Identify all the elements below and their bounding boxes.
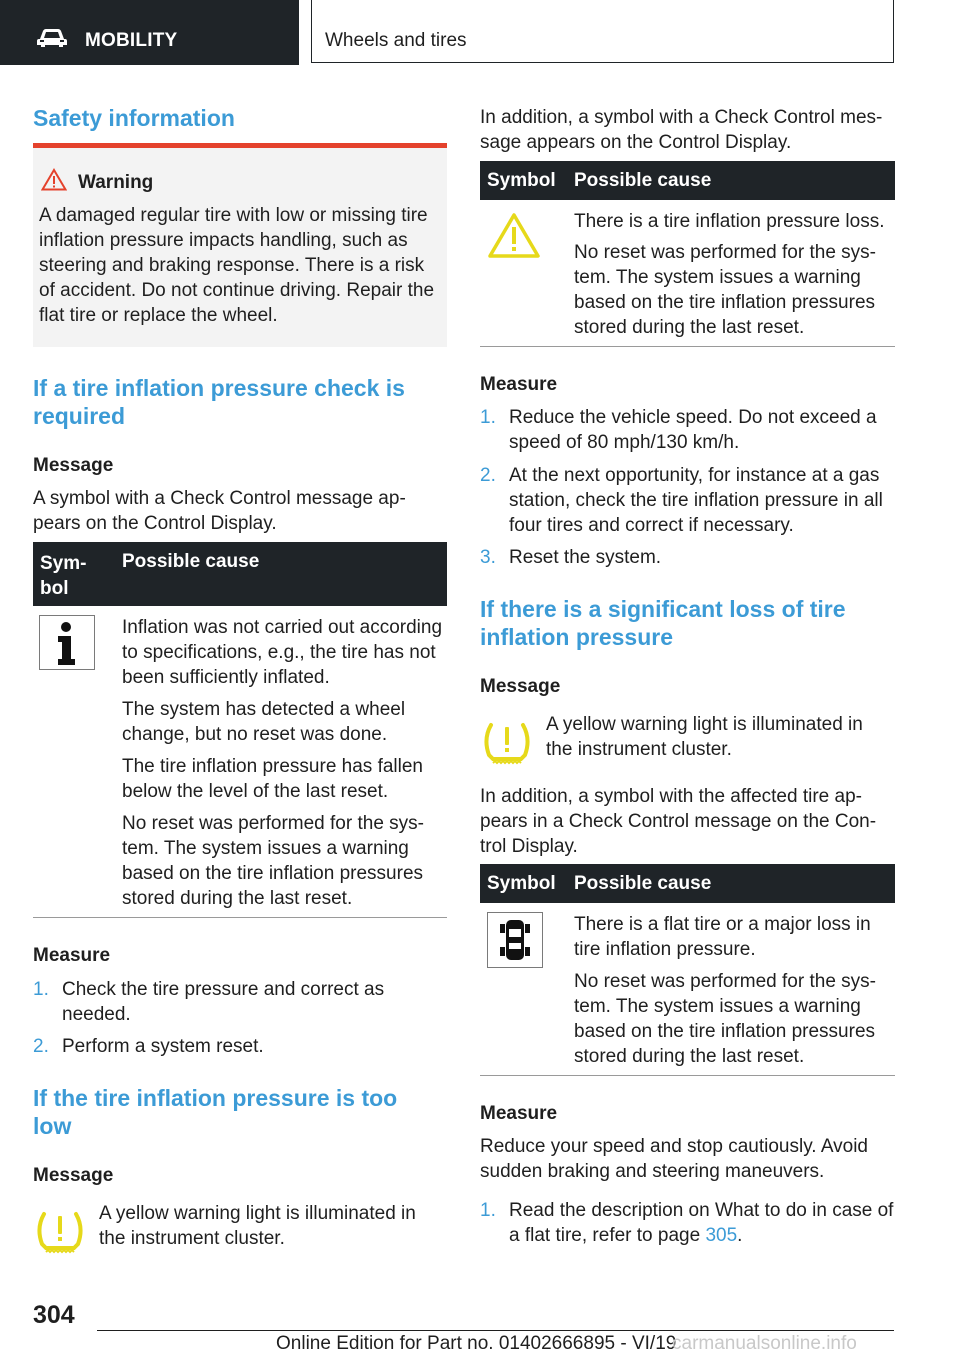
section-title: MOBILITY <box>85 30 178 51</box>
watermark: carmanualsonline.info <box>672 1333 857 1354</box>
list-number: 3. <box>480 547 496 568</box>
cause-3: The tire inflation pressure has fallen below the level of the last reset. <box>122 756 423 802</box>
list-number: 1. <box>480 407 496 428</box>
table-header <box>480 864 895 903</box>
measure-label: Measure <box>480 374 558 395</box>
cause-1: There is a tire inflation pressure loss. <box>574 211 885 232</box>
safety-heading: Safety information <box>33 105 235 131</box>
cause-2: No reset was performed for the system. The system issues a warning based on the tire inflation pressures stored during the last reset. <box>574 971 876 1067</box>
step-end: . <box>737 1225 743 1246</box>
message-text: A symbol with a Check Control message appears on the Control Display. <box>33 488 406 534</box>
table-header <box>33 542 447 606</box>
cause-1: Inflation was not carried out according to specifications, e.g., the tire has not been sufficiently inflated. <box>122 617 443 688</box>
list-number: 2. <box>480 465 496 486</box>
measure-label: Measure <box>480 1103 558 1124</box>
col-cause: Possible cause <box>574 170 712 191</box>
chapter-tab <box>311 0 894 63</box>
cause-2: The system has detected a wheel change, but no reset was done. <box>122 699 406 745</box>
cause-2: No reset was performed for the system. The system issues a warning based on the tire inflation pressures stored during the last reset. <box>574 242 876 338</box>
info-icon <box>39 615 95 671</box>
warning-box <box>33 148 447 347</box>
cause-4: No reset was performed for the system. The system issues a warning based on the tire inflation pressures stored during the last reset. <box>122 813 424 909</box>
message-label: Message <box>480 676 561 697</box>
edition-text: Online Edition for Part no. 01402666895 - VI/19 <box>276 1333 677 1354</box>
warning-title: Warning <box>78 172 154 193</box>
check-heading: If a tire inflation pressure check is required <box>33 375 405 429</box>
list-text: Reduce the vehicle speed. Do not exceed a speed of 80 mph/130 km/h. <box>509 407 877 453</box>
page-number: 304 <box>33 1301 75 1329</box>
table-rule <box>480 346 895 347</box>
list-number: 2. <box>33 1036 49 1057</box>
col-cause: Possible cause <box>574 873 712 894</box>
col-symbol: Symbol <box>40 553 87 599</box>
col-symbol: Symbol <box>487 873 556 894</box>
vehicle-tires-icon <box>487 912 543 968</box>
low-message-text: A yellow warning light is illuminated in the instrument cluster. <box>99 1203 416 1249</box>
list-text: At the next opportunity, for instance at a gas station, check the tire inflation pressure in all four tires and correct if necessary. <box>509 465 883 536</box>
addition-text: In addition, a symbol with the affected tire appears in a Check Control message on the Control Display. <box>480 786 877 857</box>
cause-1: There is a flat tire or a major loss in tire inflation pressure. <box>574 914 871 960</box>
yellow-warning-triangle-icon <box>487 211 541 259</box>
table-rule <box>33 917 447 918</box>
message-label: Message <box>33 455 114 476</box>
car-icon <box>36 27 68 49</box>
list-number: 1. <box>33 979 49 1000</box>
warning-text: A damaged regular tire with low or missing tire inflation pressure impacts handling, such as steering and braking response. There is a risk of accident. Do not continue driving. Repair the flat tire or replace the wheel. <box>39 205 435 326</box>
page-link[interactable]: 305 <box>705 1225 738 1246</box>
tire-pressure-warning-icon <box>481 719 533 767</box>
measure-label: Measure <box>33 945 111 966</box>
list-text: Check the tire pressure and correct as needed. <box>62 979 385 1025</box>
low-heading: If the tire inflation pressure is too low <box>33 1085 398 1139</box>
step-text: Read the description on What to do in case of a flat tire, refer to page <box>509 1200 894 1246</box>
chapter-title: Wheels and tires <box>325 30 467 51</box>
table-rule <box>480 1075 895 1076</box>
col-symbol: Symbol <box>487 170 556 191</box>
measure-text: Reduce your speed and stop cautiously. Avoid sudden braking and steering maneuvers. <box>480 1136 868 1182</box>
list-text: Reset the system. <box>509 547 662 568</box>
warning-triangle-icon <box>41 168 67 191</box>
table-header <box>480 161 895 200</box>
loss-heading: If there is a significant loss of tire inflation pressure <box>480 596 846 650</box>
tire-pressure-warning-icon <box>34 1208 86 1256</box>
list-text: Perform a system reset. <box>62 1036 264 1057</box>
list-text <box>509 1198 899 1248</box>
section-tab <box>0 0 299 65</box>
list-number: 1. <box>480 1200 496 1221</box>
low-message-label: Message <box>33 1165 114 1186</box>
message-text: A yellow warning light is illuminated in the instrument cluster. <box>546 714 863 760</box>
col-cause: Possible cause <box>122 551 260 572</box>
footer-rule <box>97 1330 894 1331</box>
intro-text: In addition, a symbol with a Check Control message appears on the Control Display. <box>480 107 883 153</box>
